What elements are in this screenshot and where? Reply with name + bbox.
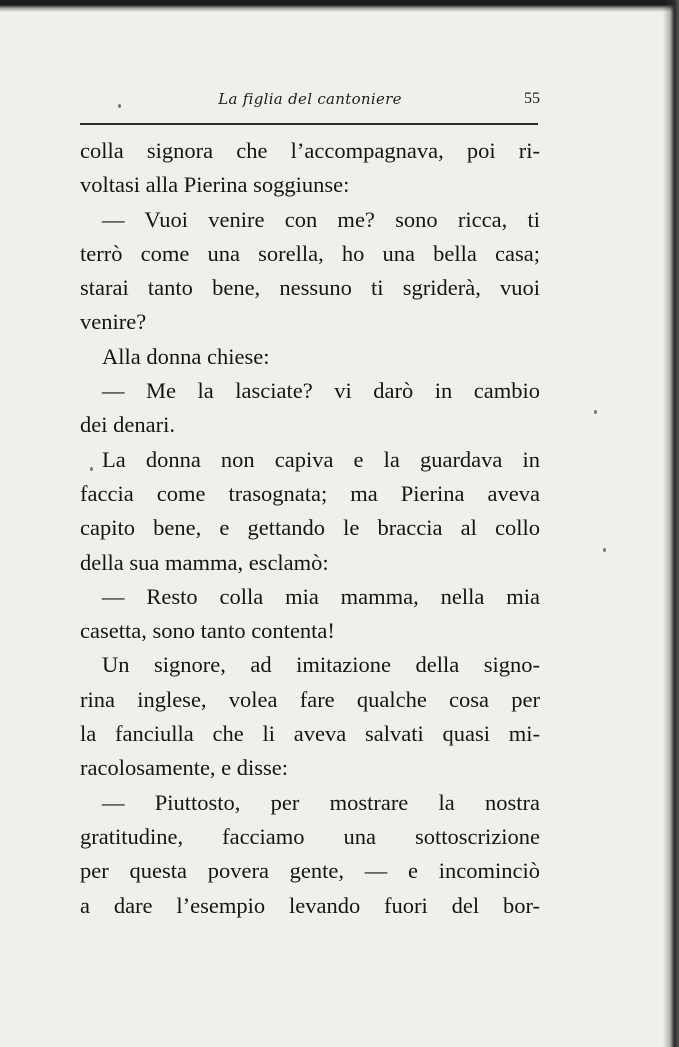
text-line: a dare l’esempio levando fuori del bor- (80, 892, 540, 918)
text-line: rina inglese, volea fare qualche cosa per (80, 686, 540, 712)
text-line: colla signora che l’accompagnava, poi ri- (80, 138, 540, 163)
text-line: faccia come trasognata; ma Pierina aveva (80, 480, 540, 506)
text-line: starai tanto bene, nessuno ti sgriderà, vuoi (80, 275, 540, 301)
paper-speck (594, 410, 597, 414)
text-line: della sua mamma, esclamò: (80, 549, 329, 575)
running-header (80, 86, 540, 116)
text-line: capito bene, e gettando le braccia al collo (80, 515, 540, 541)
paper-speck (118, 104, 121, 108)
text-line: dei denari. (80, 412, 175, 438)
text-line: gratitudine, facciamo una sottoscrizione (80, 823, 540, 849)
text-line: Alla donna chiese: (102, 343, 270, 369)
text-line: per questa povera gente, — e incominciò (80, 858, 540, 884)
scan-binding-edge (663, 0, 679, 1047)
body-text (80, 134, 540, 923)
header-rule (80, 123, 538, 125)
scan-top-shadow (0, 0, 679, 12)
text-line: racolosamente, e disse: (80, 755, 289, 781)
text-line: — Piuttosto, per mostrare la nostra (102, 789, 540, 815)
page-number: 55 (524, 90, 540, 107)
text-line: la fanciulla che li aveva salvati quasi mi- (80, 721, 540, 747)
text-line: La donna non capiva e la guardava in (102, 446, 540, 472)
text-line: — Resto colla mia mamma, nella mia (102, 583, 540, 609)
text-line: voltasi alla Pierina soggiunse: (80, 172, 350, 198)
paper-speck (603, 548, 606, 552)
text-line: Un signore, ad imitazione della signo- (102, 652, 540, 678)
text-line: venire? (80, 309, 147, 335)
running-title: La figlia del cantoniere (218, 90, 402, 108)
text-line: casetta, sono tanto contenta! (80, 618, 335, 644)
paper-speck (90, 467, 93, 471)
text-line: — Me la lasciate? vi darò in cambio (102, 378, 540, 404)
text-line: terrò come una sorella, ho una bella casa; (80, 240, 540, 266)
text-line: — Vuoi venire con me? sono ricca, ti (102, 206, 540, 232)
